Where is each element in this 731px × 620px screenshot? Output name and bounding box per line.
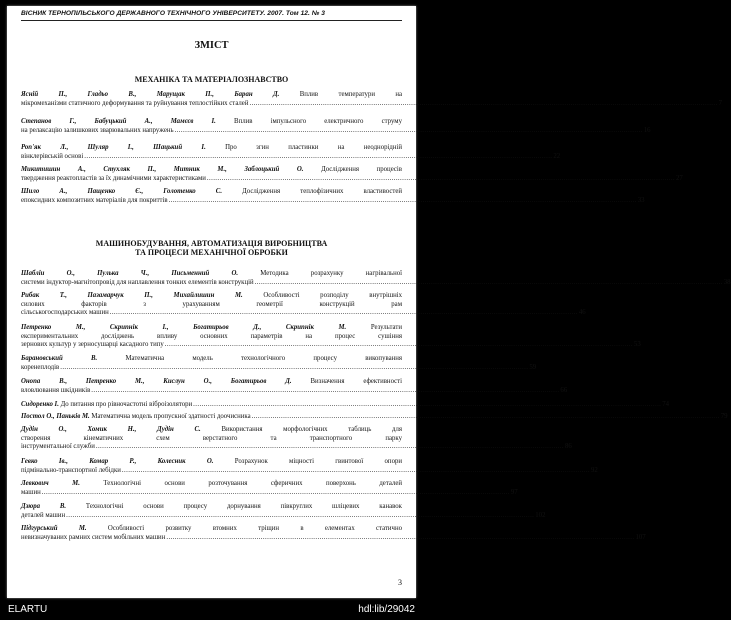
entry-title-end: невизначуваних рамних систем мобільних машин: [21, 533, 166, 541]
entry-authors: Онопа В., Петренко М., Кислун О., Богатирьов Д.: [21, 378, 292, 385]
entry-title-end: на релаксацію залишкових зварювальних напружень: [21, 126, 174, 134]
section-heading-mechanics: МЕХАНІКА ТА МАТЕРІАЛОЗНАВСТВО: [134, 75, 289, 84]
entry-authors: Микитишин А., Стухляк П., Митник М., Заблоцький О.: [21, 166, 304, 173]
leader-dots: [169, 197, 637, 206]
entry-page: 66: [560, 386, 568, 394]
entry-authors: Шило А., Пащенко Є., Голотенко С.: [21, 188, 223, 195]
leader-dots: [166, 534, 634, 543]
entry-title-start: Розрахунок міцності гвинтової опори: [234, 458, 402, 465]
entry-authors: Левкович М.: [21, 480, 80, 487]
leader-dots: [66, 512, 534, 521]
entry-line1: [21, 426, 402, 435]
entry-title-start: Вплив імпульсного електричного струму: [234, 118, 402, 125]
toc-entry[interactable]: [21, 355, 537, 372]
header-rule: [21, 20, 402, 21]
entry-line2: створення кінематичних схем верстатного та транспортного парку: [21, 434, 402, 442]
entry-page: 16: [643, 126, 651, 134]
entry-page: 102: [535, 511, 546, 519]
toc-entry[interactable]: [21, 458, 598, 475]
toc-entry[interactable]: [21, 413, 728, 422]
entry-line1: [21, 378, 402, 387]
entry-title-end: вловлювання шкідників: [21, 386, 91, 394]
entry-title-end: мікромеханізми статичного деформування та руйнування теплостійких сталей: [21, 99, 249, 107]
document-page: [7, 6, 731, 598]
entry-title-start: Методика розрахунку нагрівальної: [260, 270, 403, 277]
entry-authors: Підгурський М.: [21, 525, 87, 532]
entry-page: 22: [553, 152, 561, 160]
entry-page: 92: [591, 466, 598, 474]
entry-title-end: системи індуктор-магнітопровід для наплавлення тонких елементів конструкцій: [21, 278, 254, 286]
entry-line1: [21, 188, 402, 197]
toc-entry[interactable]: [21, 144, 561, 161]
leader-dots: [91, 387, 559, 396]
entry-title-end: інструментальної служби: [21, 443, 95, 450]
toc-entry[interactable]: [21, 118, 651, 135]
entry-title-end: твердження реактопластів за їх динамічними характеристиками: [21, 174, 206, 182]
entry-line1: [21, 525, 402, 534]
entry-authors: Барановський В.: [21, 355, 98, 362]
entry-line1: [21, 458, 402, 467]
entry-page: 53: [633, 341, 641, 348]
entry-page: 33: [637, 196, 645, 204]
toc-entry[interactable]: [21, 324, 641, 350]
leader-dots: [165, 341, 633, 350]
entry-authors: Дудін О., Хомик Н., Дудін С.: [21, 426, 201, 433]
entry-title-end: вінклерівській основі: [21, 152, 84, 160]
entry-title-start: Дослідження теплофізичних властивостей: [242, 188, 402, 195]
entry-line1: [21, 91, 402, 100]
entry-page: 27: [676, 174, 683, 182]
leader-dots: [255, 279, 723, 288]
entry-authors: Петренко М., Скрипнік І., Богатирьов Д., Скрипнік М.: [21, 324, 347, 331]
toc-entry[interactable]: [21, 426, 572, 452]
entry-line1: [21, 144, 402, 153]
entry-authors: Гевко Ів., Комар Р., Колесник О.: [21, 458, 214, 465]
toc-entry[interactable]: [21, 188, 645, 205]
entry-title: Математична модель пропускної здатності доочисника: [91, 413, 251, 420]
leader-dots: [42, 489, 510, 498]
entry-title-start: Визначення ефективності: [310, 378, 403, 385]
toc-entry[interactable]: [21, 525, 646, 542]
entry-page: 7: [718, 99, 722, 107]
entry-authors: Роп'як Л., Шуляр І., Шацький І.: [21, 144, 206, 151]
entry-page: 97: [510, 488, 518, 496]
entry-authors: Ясній П., Гладьо В., Марущак П., Баран Д.: [21, 91, 280, 98]
leader-dots: [96, 443, 564, 452]
entry-authors: Рибак Т., Пазамарчук П., Михайлишин М.: [21, 292, 243, 299]
entry-line1: [21, 503, 402, 512]
toc-entry[interactable]: [21, 292, 586, 318]
leader-dots: [84, 153, 552, 162]
entry-authors: Сидоренко І.: [21, 401, 59, 408]
entry-line1: [21, 166, 402, 175]
leader-dots: [175, 127, 643, 136]
entry-title-start: Використання морфологічних таблиць для: [221, 426, 403, 433]
entry-line1: [21, 355, 402, 364]
toc-entry[interactable]: [21, 91, 722, 108]
leader-dots: [249, 100, 717, 109]
entry-title-start: Про згин пластинки на неоднорідній: [225, 144, 402, 151]
page-number: 3: [398, 578, 402, 587]
entry-page: 59: [529, 363, 537, 371]
toc-entry[interactable]: [21, 378, 568, 395]
entry-page: 74: [662, 401, 670, 408]
entry-title-end: сільськогосподарських машин: [21, 309, 109, 316]
entry-title-start: Особливості розвитку втомних тріщин в елементах статично: [107, 525, 403, 532]
leader-dots: [122, 467, 590, 476]
entry-title-start: Результати: [370, 324, 403, 331]
entry-title-start: Дослідження процесів: [321, 166, 402, 173]
entry-title-start: Технологічні основи розточування сферичних поверхонь деталей: [103, 480, 402, 487]
entry-line2: експериментальних досліджень впливу основних параметрів на процес сушіння: [21, 332, 402, 340]
leader-dots: [60, 364, 528, 373]
entry-title-end: епоксидних композитних матеріалів для покриттів: [21, 196, 168, 204]
entry-page: 46: [578, 309, 586, 316]
entry-line1: [21, 118, 402, 127]
entry-line2: силових факторів з урахуванням геометрії конструкцій рам: [21, 300, 402, 308]
page-title: ЗМІСТ: [194, 40, 229, 51]
leader-dots: [193, 401, 661, 410]
entry-authors: Степанов Г., Бабуцький А., Мамєєв І.: [21, 118, 216, 125]
entry-line1: [21, 292, 402, 301]
entry-authors: Шабліи О., Пулька Ч., Письменний О.: [21, 270, 239, 277]
entry-line1: [21, 324, 402, 333]
entry-line1: [21, 480, 402, 489]
toc-entry[interactable]: [21, 503, 546, 520]
entry-title-end: деталей машин: [21, 511, 66, 519]
entry-title-end: коренеплодів: [21, 363, 60, 371]
entry-page: 107: [635, 533, 646, 541]
footer-source-label: ELARTU: [8, 604, 48, 615]
section-heading-machine-building: МАШИНОБУДУВАННЯ, АВТОМАТИЗАЦІЯ ВИРОБНИЦТВА ТА ПРОЦЕСИ МЕХАНІЧНОЇ ОБРОБКИ: [95, 239, 328, 257]
footer-handle-label: hdl:lib/29042: [358, 604, 415, 615]
toc-entry[interactable]: [21, 401, 670, 410]
leader-dots: [207, 175, 675, 184]
entry-authors: Дзюра В.: [21, 503, 67, 510]
toc-entry[interactable]: [21, 270, 731, 287]
entry-page: 79: [720, 413, 728, 420]
entry-title-start: Вплив температури на: [299, 91, 402, 98]
entry-page: 38: [723, 278, 731, 286]
toc-entry[interactable]: [21, 166, 683, 183]
leader-dots: [110, 309, 578, 318]
entry-title: До питання про рівночастотні віброізолятори: [60, 401, 193, 408]
entry-line1: [21, 270, 402, 279]
entry-title-start: Математична модель технологічного процесу викопування: [125, 355, 402, 362]
entry-authors: Постол О., Панькiв М.: [21, 413, 90, 420]
entry-page: 86: [564, 443, 572, 450]
entry-title-end: зернових культур у зерносушарці касадного типу: [21, 341, 164, 348]
journal-header: ВІСНИК ТЕРНОПІЛЬСЬКОГО ДЕРЖАВНОГО ТЕХНІЧНОГО УНІВЕРСИТЕТУ. 2007. Том 12. № 3: [21, 10, 325, 17]
entry-title-end: підмінально-транспортної лебідки: [21, 466, 121, 474]
toc-entry[interactable]: [21, 480, 518, 497]
entry-title-end: машин: [21, 488, 41, 496]
entry-title-start: Технологічні основи процесу дорнування півкруглих шліцевих канавок: [85, 503, 402, 510]
leader-dots: [252, 413, 720, 422]
entry-title-start: Особливості розподілу внутрішніх: [263, 292, 403, 299]
